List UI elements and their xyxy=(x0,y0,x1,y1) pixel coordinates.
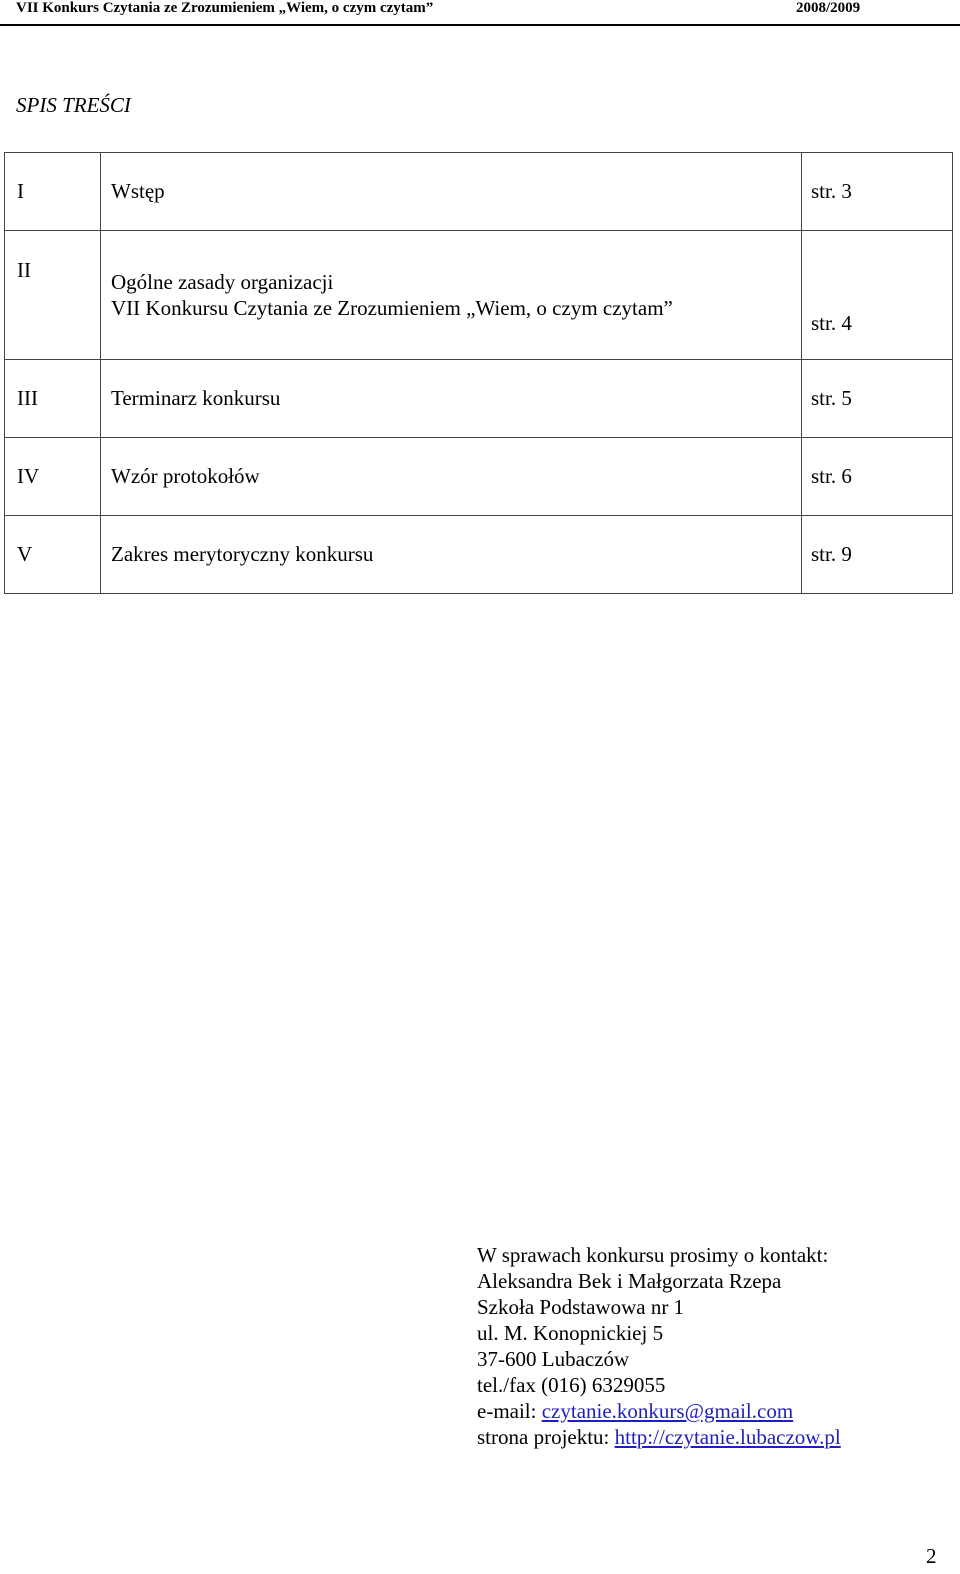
contact-email-line xyxy=(477,1398,841,1424)
toc-row-title-line: Ogólne zasady organizacji xyxy=(111,270,334,294)
toc-row xyxy=(5,153,953,231)
toc-row-number: II xyxy=(5,231,101,360)
contact-street: ul. M. Konopnickiej 5 xyxy=(477,1321,664,1345)
toc-row-title: Terminarz konkursu xyxy=(101,360,802,438)
contact-email-label: e-mail: xyxy=(477,1399,542,1423)
toc-row-title: Zakres merytoryczny konkursu xyxy=(101,516,802,594)
toc-row-page: str. 9 xyxy=(802,516,953,594)
toc-heading: SPIS TREŚCI xyxy=(16,93,131,117)
contact-website-line xyxy=(477,1424,841,1450)
contact-names: Aleksandra Bek i Małgorzata Rzepa xyxy=(477,1269,782,1293)
toc-row-title: Wstęp xyxy=(101,153,802,231)
toc-row xyxy=(5,516,953,594)
contact-school: Szkoła Podstawowa nr 1 xyxy=(477,1295,685,1319)
toc-row-page: str. 3 xyxy=(802,153,953,231)
contact-intro: W sprawach konkursu prosimy o kontakt: xyxy=(477,1243,829,1267)
toc-row-page: str. 4 xyxy=(802,231,953,360)
contact-phone: tel./fax (016) 6329055 xyxy=(477,1373,666,1397)
toc-row-number: V xyxy=(5,516,101,594)
toc-row-title: Wzór protokołów xyxy=(101,438,802,516)
toc-row-page: str. 6 xyxy=(802,438,953,516)
contact-block xyxy=(477,1242,841,1450)
toc-row-title-line: VII Konkursu Czytania ze Zrozumieniem „Wiem, o czym czytam” xyxy=(111,296,673,320)
contact-city: 37-600 Lubaczów xyxy=(477,1347,630,1371)
email-link[interactable]: czytanie.konkurs@gmail.com xyxy=(541,1399,794,1423)
toc-row-number: I xyxy=(5,153,101,231)
table-of-contents xyxy=(4,152,953,594)
toc-row-page: str. 5 xyxy=(802,360,953,438)
header-title: VII Konkurs Czytania ze Zrozumieniem „Wiem, o czym czytam” xyxy=(16,0,434,16)
toc-row-title xyxy=(101,231,802,360)
page-number: 2 xyxy=(926,1544,937,1568)
toc-row xyxy=(5,360,953,438)
toc-row-number: III xyxy=(5,360,101,438)
website-link[interactable]: http://czytanie.lubaczow.pl xyxy=(614,1425,841,1449)
contact-website-label: strona projektu: xyxy=(477,1425,615,1449)
header-year: 2008/2009 xyxy=(796,0,861,16)
toc-row-number: IV xyxy=(5,438,101,516)
toc-row xyxy=(5,231,953,360)
running-header xyxy=(0,0,960,26)
toc-row xyxy=(5,438,953,516)
